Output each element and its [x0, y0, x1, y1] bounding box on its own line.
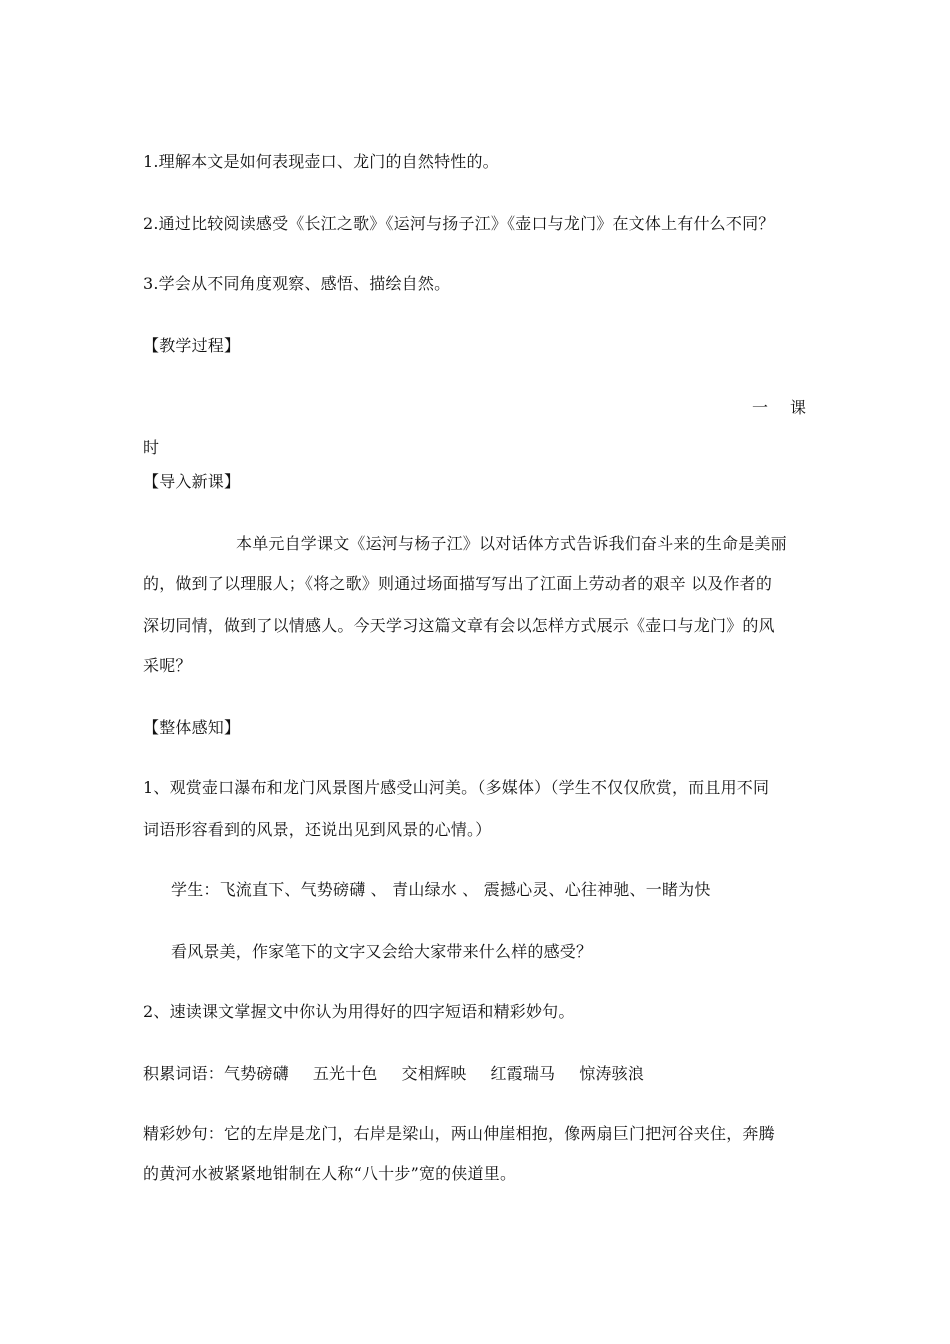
- intro-line-2: 的，做到了以理服人；《将之歌》则通过场面描写写出了江面上劳动者的艰辛 以及作者的: [143, 574, 773, 593]
- overall-item2: 2、速读课文掌握文中你认为用得好的四字短语和精彩妙句。: [143, 1002, 575, 1021]
- vocab-word: 惊涛骇浪: [579, 1064, 645, 1083]
- intro-line-3: 深切同情，做到了以情感人。今天学习这篇文章有会以怎样方式展示《壶口与龙门》的风: [143, 616, 775, 635]
- vocab-word: 气势磅礴: [224, 1064, 289, 1083]
- vocab-line: [143, 1064, 668, 1084]
- lesson-char-2: 课: [790, 398, 807, 417]
- overall-item1-line-1: 1、观赏壶口瀑布和龙门风景图片感受山河美。（多媒体）（学生不仅仅欣赏，而且用不同: [143, 778, 770, 797]
- lesson-char-1: 一: [752, 398, 769, 417]
- students-answer: 学生：飞流直下、气势磅礴 、 青山绿水 、 震撼心灵、心往神驰、一睹为快: [171, 880, 711, 899]
- objective-1: 1.理解本文是如何表现壶口、龙门的自然特性的。: [143, 152, 499, 171]
- lesson-char-3: 时: [143, 438, 160, 457]
- sentence-line-1: 精彩妙句：它的左岸是龙门，右岸是梁山，两山伸崖相抱，像两扇巨门把河谷夹住，奔腾: [143, 1124, 775, 1143]
- overall-item1-line-2: 词语形容看到的风景，还说出见到风景的心情。）: [143, 820, 492, 839]
- process-heading: 【教学过程】: [143, 336, 241, 355]
- overall-heading: 【整体感知】: [143, 718, 241, 737]
- objective-3: 3.学会从不同角度观察、感悟、描绘自然。: [143, 274, 451, 293]
- intro-line-1: 本单元自学课文《运河与杨子江》以对话体方式告诉我们奋斗来的生命是美丽: [236, 534, 787, 553]
- teacher-question: 看风景美，作家笔下的文字又会给大家带来什么样的感受？: [171, 942, 593, 961]
- intro-line-4: 采呢？: [143, 656, 192, 675]
- sentence-line-2: 的黄河水被紧紧地钳制在人称“八十步”宽的侠道里。: [143, 1164, 517, 1183]
- vocab-word: 交相辉映: [401, 1064, 467, 1083]
- intro-heading: 【导入新课】: [143, 472, 241, 491]
- objective-2: 2.通过比较阅读感受《长江之歌》《运河与扬子江》《壶口与龙门》在文体上有什么不同？: [143, 214, 775, 233]
- vocab-label: 积累词语：: [143, 1064, 225, 1083]
- vocab-word: 红霞瑞马: [490, 1064, 556, 1083]
- vocab-word: 五光十色: [312, 1064, 378, 1083]
